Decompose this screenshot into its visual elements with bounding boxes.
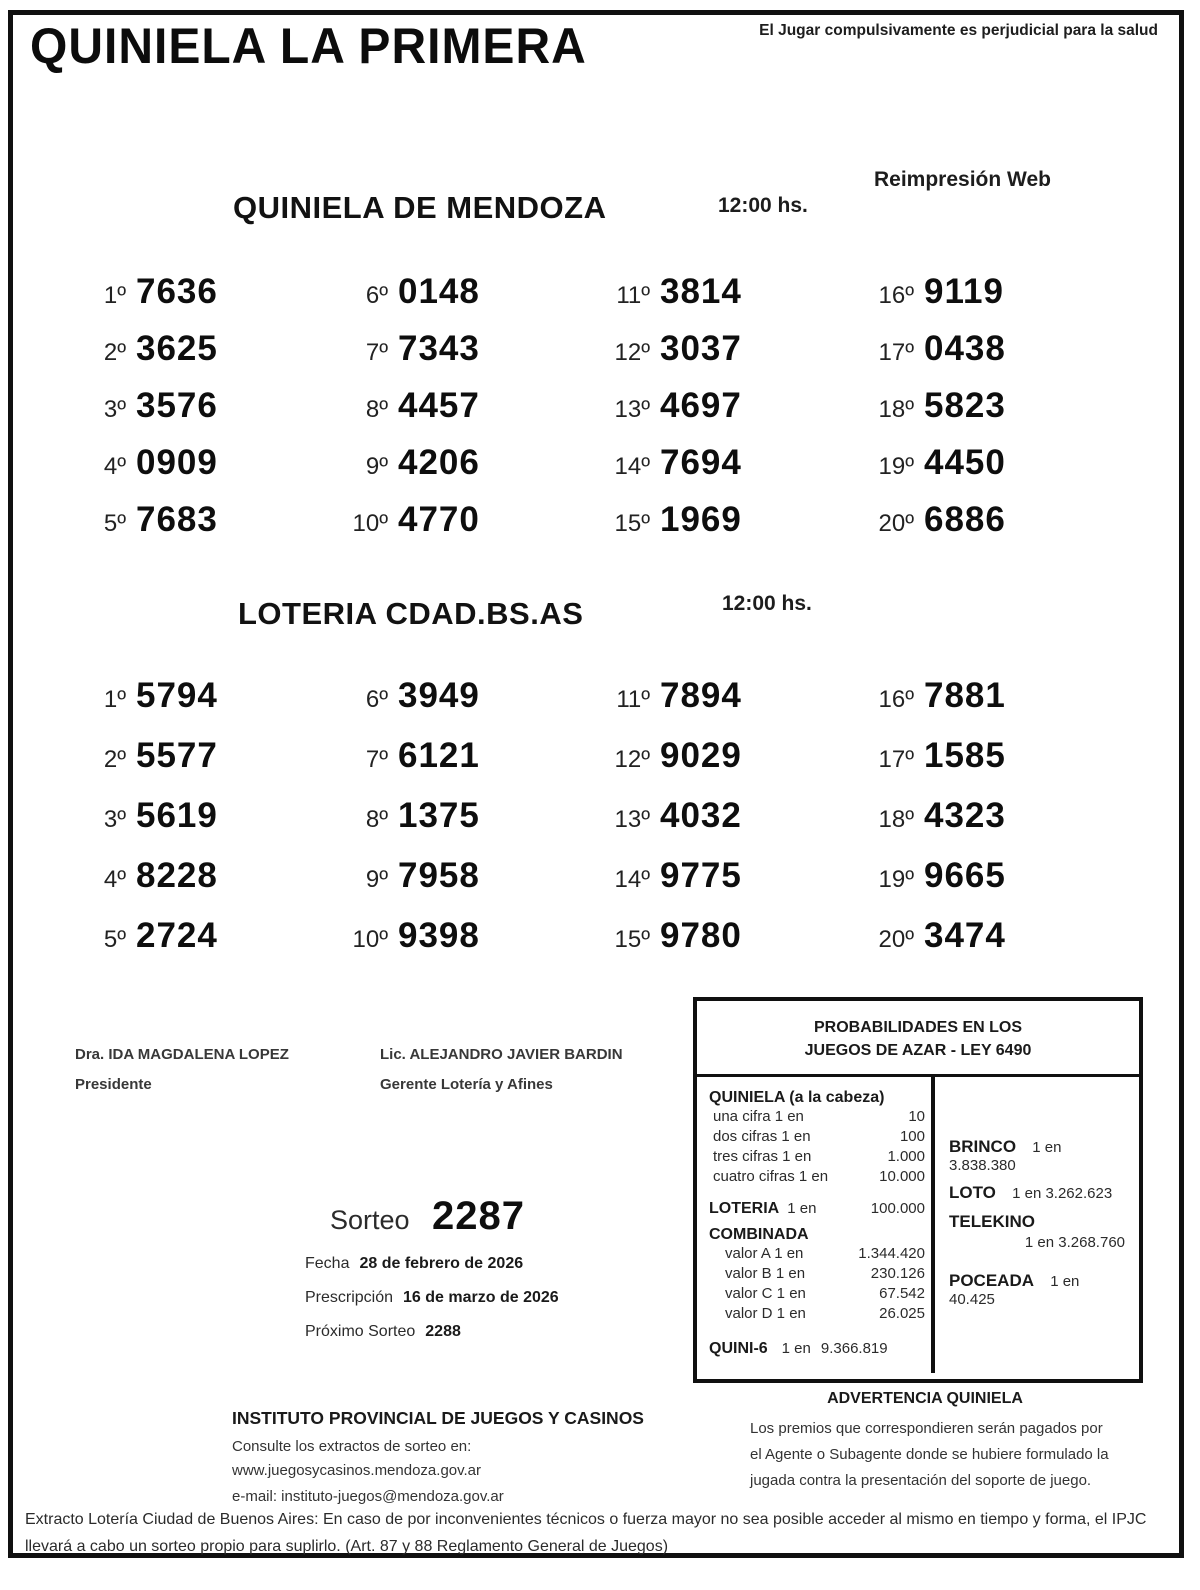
result-number: 5794 (136, 676, 218, 715)
result-number: 3814 (660, 272, 742, 311)
result-number: 0438 (924, 329, 1006, 368)
game-name: POCEADA (949, 1271, 1035, 1290)
result-position: 1º (103, 282, 126, 309)
result-cell (866, 736, 1138, 796)
result-position: 7º (365, 339, 388, 366)
result-number: 1375 (398, 796, 480, 835)
result-position: 13º (614, 806, 650, 833)
result-position: 4º (103, 453, 126, 480)
probabilities-box (693, 997, 1143, 1383)
odds-row (709, 1107, 925, 1127)
odds-row (709, 1284, 925, 1304)
result-cell (340, 500, 602, 557)
result-position: 11º (616, 686, 650, 713)
result-cell (866, 443, 1138, 500)
result-cell (602, 736, 866, 796)
result-number: 4206 (398, 443, 480, 482)
draw-date-label: Fecha (305, 1255, 350, 1272)
signature-role: Gerente Lotería y Afines (380, 1076, 553, 1093)
result-cell (866, 500, 1138, 557)
quini6-odds-label: QUINI-6 (709, 1340, 768, 1357)
result-position: 17º (878, 746, 914, 773)
result-number: 4697 (660, 386, 742, 425)
result-cell (78, 736, 340, 796)
result-position: 19º (878, 866, 914, 893)
next-draw-row (305, 1323, 461, 1341)
institute-consult-line: Consulte los extractos de sorteo en: (232, 1438, 472, 1455)
page-title: QUINIELA LA PRIMERA (30, 19, 587, 75)
odds-label: valor A 1 en (725, 1245, 804, 1262)
next-draw-value: 2288 (425, 1323, 461, 1340)
draw-date-row (305, 1255, 523, 1273)
quiniela-odds-rows (709, 1107, 925, 1187)
loteria-odds-label: LOTERIA (709, 1200, 780, 1217)
result-position: 14º (614, 866, 650, 893)
result-position: 8º (365, 396, 388, 423)
result-cell (602, 329, 866, 386)
result-cell (866, 916, 1138, 976)
probabilities-title-line1: PROBABILIDADES EN LOS (813, 1019, 1022, 1036)
results-grid-bsas (78, 676, 1138, 976)
result-number: 3474 (924, 916, 1006, 955)
result-number: 5577 (136, 736, 218, 775)
institute-website: www.juegosycasinos.mendoza.gov.ar (232, 1462, 482, 1479)
result-cell (78, 272, 340, 329)
result-number: 3576 (136, 386, 218, 425)
result-position: 3º (103, 396, 126, 423)
quiniela-warning-text: Los premios que correspondieren serán pagados por el Agente o Subagente donde se hubiere formulado la jugada contra la presentación del soporte de juego. (750, 1420, 1109, 1489)
result-cell (602, 386, 866, 443)
draw-time-bsas: 12:00 hs. (722, 592, 812, 615)
result-cell (602, 796, 866, 856)
signature-name: Lic. ALEJANDRO JAVIER BARDIN (380, 1046, 623, 1063)
other-games-odds-list (949, 1137, 1129, 1308)
result-cell (340, 736, 602, 796)
result-cell (866, 796, 1138, 856)
odds-value: 230.126 (870, 1265, 925, 1282)
odds-value: 1.344.420 (858, 1245, 925, 1262)
result-number: 9029 (660, 736, 742, 775)
game-odds-item (949, 1271, 1129, 1308)
result-number: 7881 (924, 676, 1006, 715)
game-odds: 1 en 3.838.380 (949, 1139, 1062, 1174)
odds-value: 10.000 (879, 1168, 925, 1185)
quiniela-warning-title: ADVERTENCIA QUINIELA (827, 1390, 1023, 1407)
result-number: 1585 (924, 736, 1006, 775)
game-name: BRINCO (949, 1137, 1017, 1156)
result-position: 12º (614, 746, 650, 773)
result-position: 2º (103, 339, 126, 366)
result-number: 9780 (660, 916, 742, 955)
odds-row (709, 1264, 925, 1284)
game-odds: 1 en 40.425 (949, 1273, 1080, 1308)
result-number: 9398 (398, 916, 480, 955)
result-cell (866, 386, 1138, 443)
result-position: 16º (878, 686, 914, 713)
odds-row (709, 1127, 925, 1147)
institute-name: INSTITUTO PROVINCIAL DE JUEGOS Y CASINOS (232, 1408, 644, 1428)
result-position: 17º (878, 339, 914, 366)
result-cell (340, 272, 602, 329)
prescription-row (305, 1289, 559, 1307)
probabilities-title (697, 1001, 1139, 1077)
quini6-odds-value: 9.366.819 (820, 1340, 888, 1357)
result-position: 8º (365, 806, 388, 833)
result-position: 9º (365, 453, 388, 480)
result-number: 7894 (660, 676, 742, 715)
result-position: 16º (878, 282, 914, 309)
result-cell (78, 916, 340, 976)
result-position: 7º (365, 746, 388, 773)
result-position: 9º (365, 866, 388, 893)
draw-date-value: 28 de febrero de 2026 (359, 1255, 524, 1272)
result-position: 20º (878, 510, 914, 537)
odds-label: una cifra 1 en (713, 1108, 804, 1125)
result-cell (78, 856, 340, 916)
result-number: 8228 (136, 856, 218, 895)
result-position: 15º (614, 926, 650, 953)
result-number: 1969 (660, 500, 742, 539)
game-odds-item (949, 1212, 1129, 1251)
prescription-value: 16 de marzo de 2026 (403, 1289, 559, 1306)
result-position: 10º (352, 926, 388, 953)
result-position: 6º (365, 282, 388, 309)
result-cell (340, 676, 602, 736)
odds-label: dos cifras 1 en (713, 1128, 811, 1145)
quiniela-odds-header: QUINIELA (a la cabeza) (709, 1089, 885, 1106)
result-cell (340, 916, 602, 976)
result-position: 10º (352, 510, 388, 537)
result-position: 12º (614, 339, 650, 366)
result-cell (78, 796, 340, 856)
result-position: 18º (878, 396, 914, 423)
result-number: 2724 (136, 916, 218, 955)
result-number: 7683 (136, 500, 218, 539)
loteria-odds-mid: 1 en (787, 1200, 817, 1217)
signature-role: Presidente (75, 1076, 152, 1093)
result-position: 5º (103, 926, 126, 953)
result-number: 4323 (924, 796, 1006, 835)
results-grid-mendoza (78, 272, 1138, 557)
game-odds-item (949, 1183, 1129, 1203)
game-name: LOTO (949, 1183, 996, 1202)
result-cell (602, 272, 866, 329)
result-cell (866, 272, 1138, 329)
result-number: 0148 (398, 272, 480, 311)
result-cell (340, 329, 602, 386)
result-cell (78, 500, 340, 557)
odds-row (709, 1147, 925, 1167)
institute-email: e-mail: instituto-juegos@mendoza.gov.ar (232, 1488, 504, 1505)
section-title-mendoza: QUINIELA DE MENDOZA (233, 190, 607, 225)
result-position: 14º (614, 453, 650, 480)
result-number: 6121 (398, 736, 480, 775)
result-number: 5619 (136, 796, 218, 835)
result-number: 6886 (924, 500, 1006, 539)
probabilities-body (697, 1077, 1139, 1373)
result-cell (78, 443, 340, 500)
result-number: 4457 (398, 386, 480, 425)
quini6-odds-mid: 1 en (781, 1340, 811, 1357)
signature-manager (380, 1046, 623, 1093)
result-position: 15º (614, 510, 650, 537)
section-title-bsas: LOTERIA CDAD.BS.AS (238, 596, 584, 631)
result-cell (340, 386, 602, 443)
result-position: 20º (878, 926, 914, 953)
result-position: 19º (878, 453, 914, 480)
quini6-odds-row (709, 1340, 925, 1358)
result-position: 13º (614, 396, 650, 423)
odds-value: 1.000 (887, 1148, 925, 1165)
result-cell (78, 386, 340, 443)
result-number: 5823 (924, 386, 1006, 425)
result-position: 11º (616, 282, 650, 309)
result-position: 6º (365, 686, 388, 713)
result-cell (866, 676, 1138, 736)
result-number: 9665 (924, 856, 1006, 895)
result-number: 4032 (660, 796, 742, 835)
result-number: 3949 (398, 676, 480, 715)
combinada-odds-header: COMBINADA (709, 1226, 809, 1243)
probabilities-right-column (935, 1077, 1139, 1373)
result-number: 4770 (398, 500, 480, 539)
health-warning: El Jugar compulsivamente es perjudicial para la salud (759, 22, 1158, 39)
game-name: TELEKINO (949, 1212, 1035, 1231)
next-draw-label: Próximo Sorteo (305, 1323, 416, 1340)
result-number: 3037 (660, 329, 742, 368)
result-position: 1º (103, 686, 126, 713)
result-cell (78, 329, 340, 386)
odds-label: tres cifras 1 en (713, 1148, 812, 1165)
loteria-odds-value: 100.000 (870, 1200, 925, 1217)
odds-value: 26.025 (879, 1305, 925, 1322)
result-number: 7694 (660, 443, 742, 482)
game-odds: 1 en 3.268.760 (1024, 1234, 1125, 1251)
odds-value: 67.542 (879, 1285, 925, 1302)
result-cell (78, 676, 340, 736)
odds-row (709, 1244, 925, 1264)
result-cell (602, 916, 866, 976)
odds-label: cuatro cifras 1 en (713, 1168, 829, 1185)
odds-label: valor B 1 en (725, 1265, 806, 1282)
result-cell (602, 856, 866, 916)
signature-president (75, 1046, 289, 1093)
odds-row (709, 1304, 925, 1324)
web-reprint-label: Reimpresión Web (874, 168, 1051, 191)
result-number: 4450 (924, 443, 1006, 482)
odds-row (709, 1167, 925, 1187)
result-position: 2º (103, 746, 126, 773)
result-cell (866, 856, 1138, 916)
result-cell (340, 443, 602, 500)
combinada-odds-rows (709, 1244, 925, 1324)
prescription-label: Prescripción (305, 1289, 394, 1306)
result-cell (602, 500, 866, 557)
probabilities-title-line2: JUEGOS DE AZAR - LEY 6490 (804, 1042, 1032, 1059)
result-cell (602, 443, 866, 500)
result-number: 3625 (136, 329, 218, 368)
result-number: 9775 (660, 856, 742, 895)
result-position: 5º (103, 510, 126, 537)
signature-name: Dra. IDA MAGDALENA LOPEZ (75, 1046, 289, 1063)
result-number: 7636 (136, 272, 218, 311)
result-cell (340, 856, 602, 916)
result-position: 4º (103, 866, 126, 893)
probabilities-left-column (697, 1077, 935, 1373)
result-number: 7343 (398, 329, 480, 368)
loteria-odds-row (709, 1200, 925, 1218)
game-odds-item (949, 1137, 1129, 1174)
odds-value: 100 (899, 1128, 925, 1145)
result-number: 0909 (136, 443, 218, 482)
odds-value: 10 (908, 1108, 925, 1125)
footer-legal-note: Extracto Lotería Ciudad de Buenos Aires: En caso de por inconvenientes técnicos o fuerza mayor no sea posible acceder al mismo en tiempo y forma, el IPJC llevará a cabo un sorteo propio para suplirlo. (Art. 87 y 88 Reglamento General de Juegos) (25, 1511, 1147, 1555)
sorteo-label: Sorteo (330, 1205, 410, 1235)
result-position: 18º (878, 806, 914, 833)
result-cell (866, 329, 1138, 386)
result-cell (602, 676, 866, 736)
game-odds: 1 en 3.262.623 (1012, 1185, 1113, 1202)
result-position: 3º (103, 806, 126, 833)
odds-label: valor D 1 en (725, 1305, 806, 1322)
result-number: 7958 (398, 856, 480, 895)
result-number: 9119 (924, 272, 1004, 311)
sorteo-number: 2287 (432, 1194, 525, 1238)
result-cell (340, 796, 602, 856)
draw-time-mendoza: 12:00 hs. (718, 194, 808, 217)
odds-label: valor C 1 en (725, 1285, 806, 1302)
